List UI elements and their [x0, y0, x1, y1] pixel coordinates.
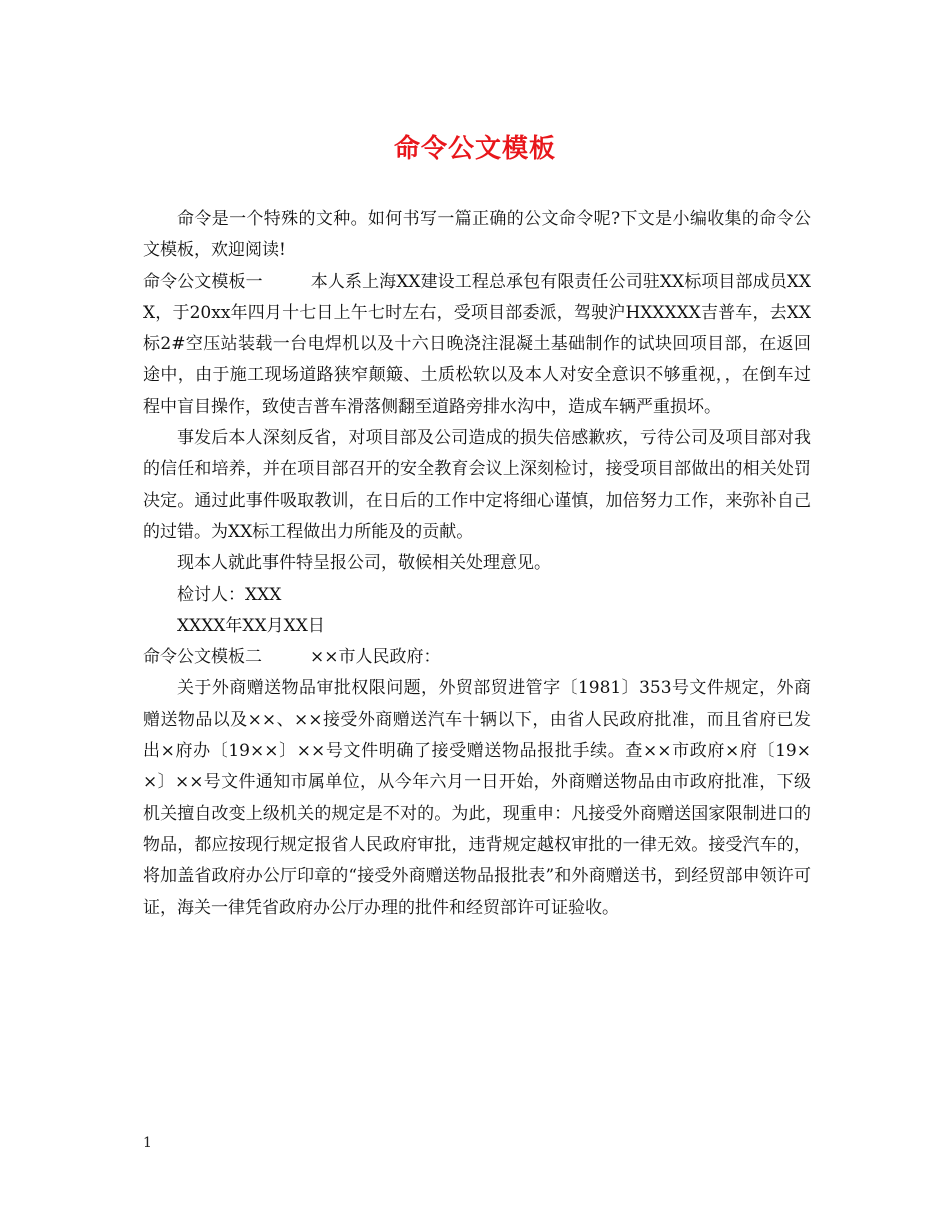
- signer-line: 检讨人：XXX: [177, 584, 282, 605]
- intro-paragraph: 命令是一个特殊的文种。如何书写一篇正确的公文命令呢?下文是小编收集的命令公文模板，欢迎阅读!: [143, 209, 811, 261]
- reflection-paragraph: 事发后本人深刻反省，对项目部及公司造成的损失倍感歉疚，亏待公司及项目部对我的信任和培养，并在项目部召开的安全教育会议上深刻检讨，接受项目部做出的相关处罚决定。通过此事件吸取教训，在日后的工作中定将细心谨慎，加倍努力工作，来弥补自己的过错。为XX标工程做出力所能及的贡献。: [143, 428, 811, 542]
- regulation-paragraph: 关于外商赠送物品审批权限问题，外贸部贸进管字〔1981〕353号文件规定，外商赠送物品以及××、××接受外商赠送汽车十辆以下，由省人民政府批准，而且省府已发出×府办〔19××〕××号文件明确了接受赠送物品报批手续。查××市政府×府〔19××〕××号文件通知市属单位，从今年六月一日开始，外商赠送物品由市政府批准，下级机关擅自改变上级机关的规定是不对的。为此，现重申：凡接受外商赠送国家限制进口的物品，都应按现行规定报省人民政府审批，违背规定越权审批的一律无效。接受汽车的，将加盖省政府办公厅印章的“接受外商赠送物品报批表”和外商赠送书，到经贸部申领许可证，海关一律凭省政府办公厅办理的批件和经贸部许可证验收。: [143, 678, 811, 918]
- page-number: 1: [143, 1135, 152, 1151]
- template-two-addressee: ××市人民政府：: [310, 647, 441, 668]
- template-one-label: 命令公文模板一: [143, 271, 263, 292]
- template-one-paragraph: [143, 267, 811, 423]
- report-paragraph: 现本人就此事件特呈报公司，敬候相关处理意见。: [177, 553, 551, 574]
- template-two-label: 命令公文模板二: [143, 647, 262, 668]
- template-two-paragraph: [143, 642, 811, 673]
- template-one-text: 本人系上海XX建设工程总承包有限责任公司驻XX标项目部成员XXX，于20xx年四月十七日上午七时左右，受项目部委派，驾驶沪HXXXXX吉普车，去XX标2#空压站装载一台电焊机以及十六日晚浇注混凝土基础制作的试块回项目部，在返回途中，由于施工现场道路狭窄颠簸、土质松软以及本人对安全意识不够重视，，在倒车过程中盲目操作，致使吉普车滑落侧翻至道路旁排水沟中，造成车辆严重损坏。: [143, 271, 812, 417]
- document-body: [143, 204, 811, 924]
- date-line: XXXX年XX月XX日: [177, 615, 325, 636]
- document-title: 命令公文模板: [393, 134, 556, 164]
